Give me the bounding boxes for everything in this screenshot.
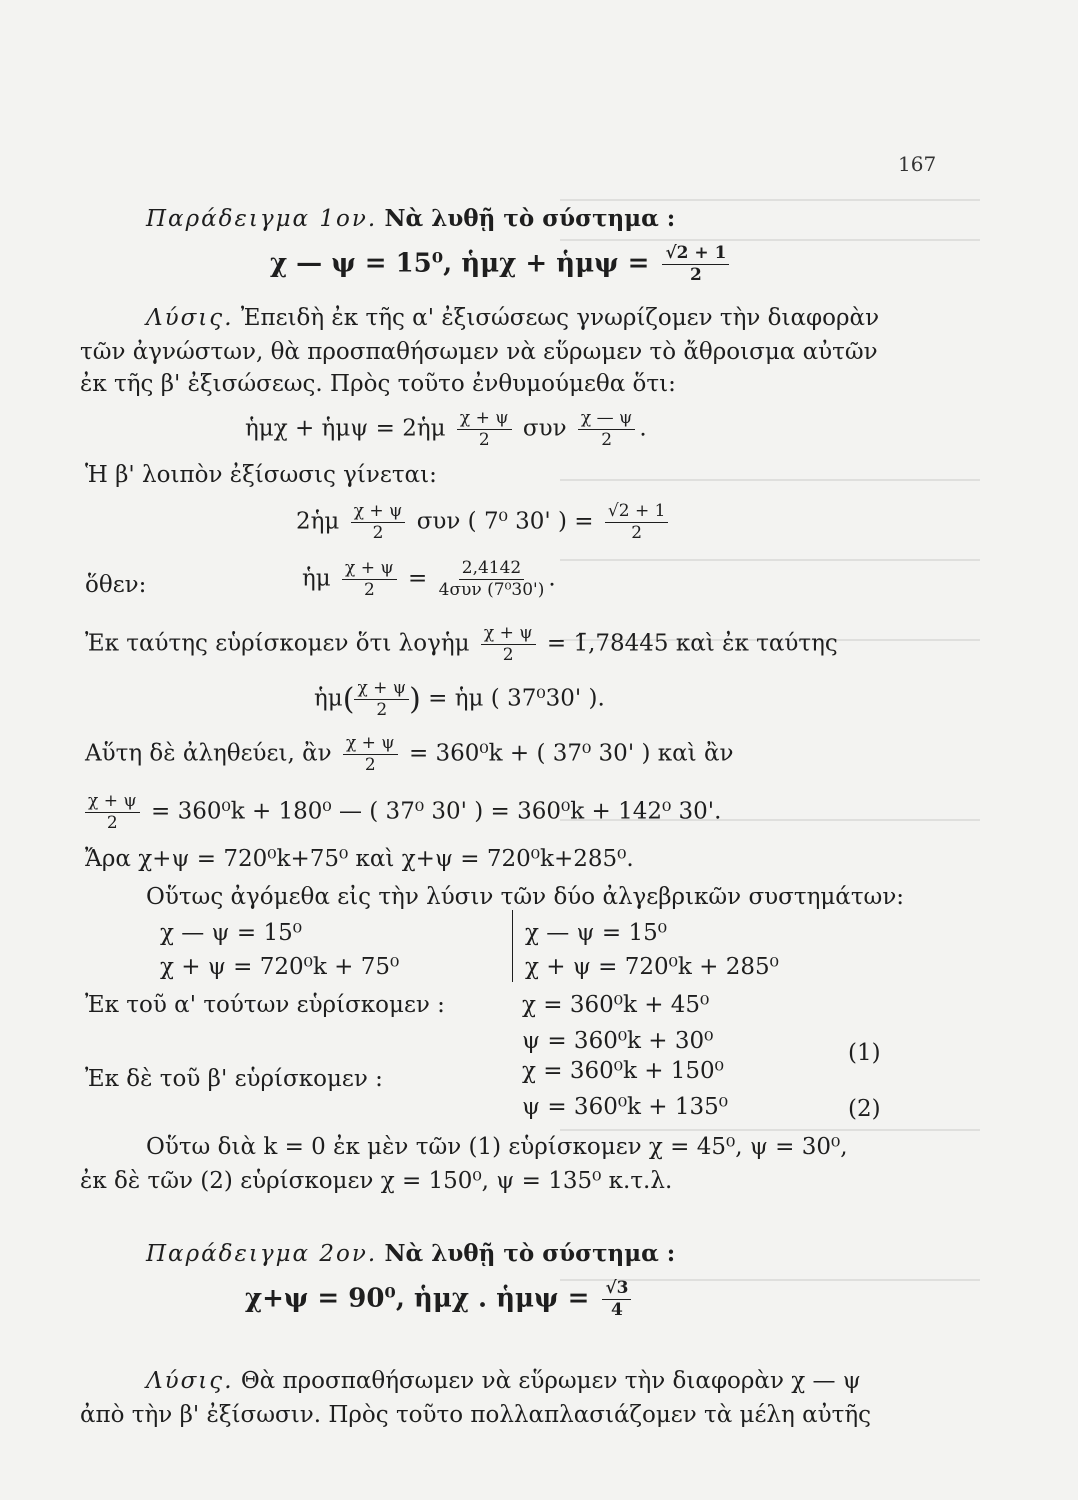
- solution-2-y: ψ = 360⁰k + 135⁰: [522, 1094, 729, 1120]
- sine-half-sum-equation: ἡμ $\frac{\chi + \psi}{2}$ = $\frac{2,4142}{\text{4συν (7⁰30')}}$ .: [302, 558, 556, 600]
- system-2-line-2: χ + ψ = 720⁰k + 285⁰: [525, 954, 779, 980]
- sine-angle-equation: ἡμ( $\frac{\chi + \psi}{2}$ ) = ἡμ ( 37⁰30' ).: [314, 678, 605, 720]
- example-2-solution-label: Λύσις.: [146, 1368, 234, 1394]
- page-number: 167: [898, 152, 937, 176]
- solution-label: Λύσις.: [146, 305, 234, 331]
- example-2-solution-line-1: Λύσις. Θὰ προσπαθήσωμεν νὰ εὕρωμεν τὴν διαφορὰν χ — ψ: [146, 1368, 861, 1394]
- log-line: Ἐκ ταύτης εὑρίσκομεν ὅτι λογἡμ $\frac{\chi + \psi}{2}$ = 1̄,78445 καὶ ἐκ ταύτης: [85, 623, 838, 665]
- example-2-title: Νὰ λυθῇ τὸ σύστημα :: [384, 1240, 676, 1267]
- solution-1-y: ψ = 360⁰k + 30⁰: [522, 1028, 714, 1054]
- solution-line-3: ἐκ τῆς β' ἐξισώσεως. Πρὸς τοῦτο ἐνθυμούμεθα ὅτι:: [80, 371, 676, 397]
- systems-intro: Οὕτως ἀγόμεθα εἰς τὴν λύσιν τῶν δύο ἀλγεβρικῶν συστημάτων:: [146, 884, 905, 910]
- therefore-line: Ἄρα χ+ψ = 720⁰k+75⁰ καὶ χ+ψ = 720⁰k+285⁰.: [85, 846, 634, 872]
- solution-2-x: χ = 360⁰k + 150⁰: [522, 1058, 724, 1084]
- solution-line-2: τῶν ἀγνώστων, θὰ προσπαθήσωμεν νὰ εὕρωμεν τὸ ἄθροισμα αὐτῶν: [80, 339, 878, 365]
- system-fraction: $\frac{√2 + 1}{2}$: [662, 245, 729, 284]
- second-equation: 2ἡμ $\frac{\chi + \psi}{2}$ συν ( 7⁰ 30' ) = $\frac{√2 + 1}{2}$: [296, 503, 672, 542]
- truth-condition-line-1: Αὕτη δὲ ἀληθεύει, ἂν $\frac{\chi + \psi}{2}$ = 360⁰k + ( 37⁰ 30' ) καὶ ἂν: [85, 733, 734, 775]
- hence-label: ὅθεν:: [85, 572, 147, 598]
- system-2-line-1: χ — ψ = 15⁰: [525, 920, 667, 946]
- from-second-label: Ἐκ δὲ τοῦ β' εὑρίσκομεν :: [85, 1066, 383, 1092]
- solution-1-tag: (1): [848, 1040, 881, 1066]
- system-divider: [512, 910, 513, 982]
- solution-1-x: χ = 360⁰k + 45⁰: [522, 992, 710, 1018]
- example-2-system: χ+ψ = 90⁰, ἡμχ . ἡμψ = $\frac{√3}{4}$: [245, 1280, 635, 1319]
- conclusion-line-2: ἐκ δὲ τῶν (2) εὑρίσκομεν χ = 150⁰, ψ = 135⁰ κ.τ.λ.: [80, 1168, 673, 1194]
- example-2-label: Παράδειγμα 2ον.: [146, 1241, 378, 1267]
- example-1-heading: [146, 205, 675, 232]
- from-first-label: Ἐκ τοῦ α' τούτων εὑρίσκομεν :: [85, 992, 445, 1018]
- example-2-heading: [146, 1240, 675, 1267]
- system-1-line-1: χ — ψ = 15⁰: [160, 920, 302, 946]
- solution-2-tag: (2): [848, 1096, 881, 1122]
- second-equation-intro: Ἡ β' λοιπὸν ἐξίσωσις γίνεται:: [85, 462, 437, 488]
- solution-line-1: Λύσις. Ἐπειδὴ ἐκ τῆς α' ἐξισώσεως γνωρίζομεν τὴν διαφορὰν: [146, 305, 880, 331]
- example-1-label: Παράδειγμα 1ον.: [146, 206, 378, 232]
- example-2-solution-line-2: ἀπὸ τὴν β' ἐξίσωσιν. Πρὸς τοῦτο πολλαπλασιάζομεν τὰ μέλη αὐτῆς: [80, 1402, 871, 1428]
- example-1-system: [270, 245, 733, 284]
- sum-to-product-formula: ἡμχ + ἡμψ = 2ἡμ $\frac{\chi + \psi}{2}$ συν $\frac{\chi — \psi}{2}$ .: [245, 408, 647, 450]
- system-equation-text: χ — ψ = 15⁰, ἡμχ + ἡμψ =: [270, 248, 650, 279]
- example-1-title: Νὰ λυθῇ τὸ σύστημα :: [384, 205, 676, 232]
- truth-condition-line-2: $\frac{\chi + \psi}{2}$ = 360⁰k + 180⁰ — ( 37⁰ 30' ) = 360⁰k + 142⁰ 30'.: [85, 793, 721, 832]
- system-1-line-2: χ + ψ = 720⁰k + 75⁰: [160, 954, 400, 980]
- conclusion-line-1: Οὕτω διὰ k = 0 ἐκ μὲν τῶν (1) εὑρίσκομεν χ = 45⁰, ψ = 30⁰,: [146, 1134, 848, 1160]
